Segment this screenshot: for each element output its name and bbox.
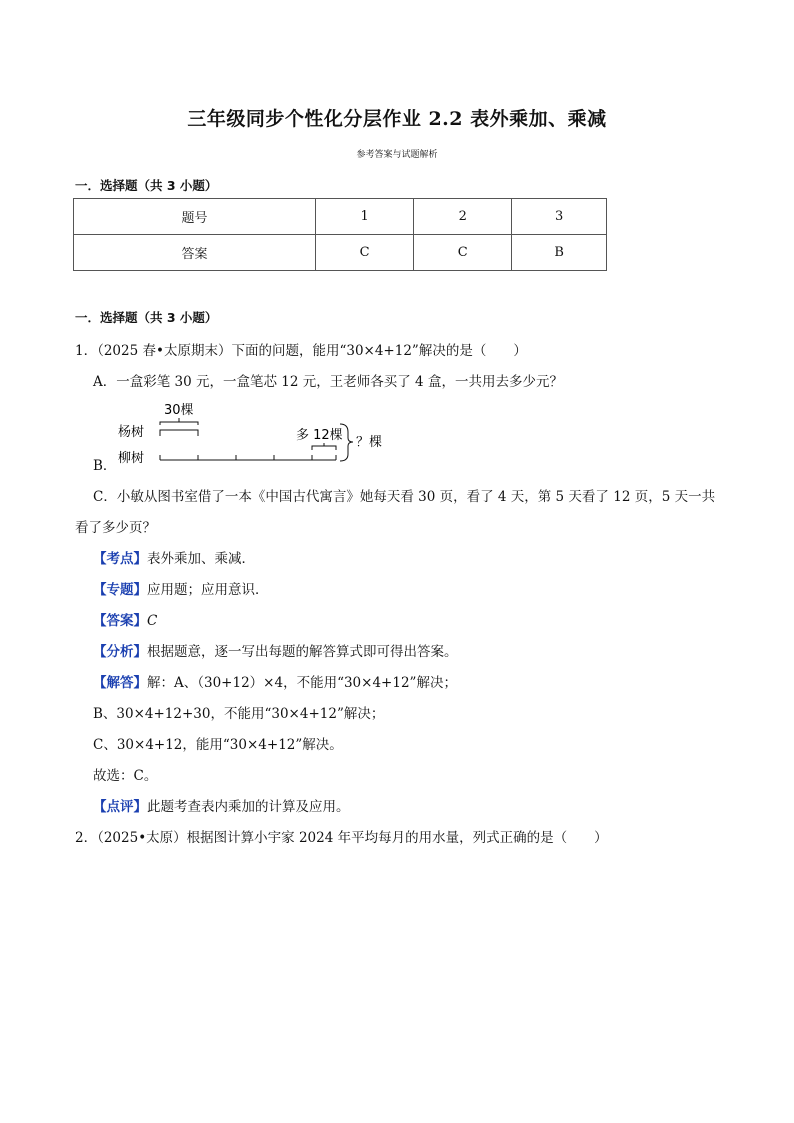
- table-row: [74, 235, 607, 271]
- option-b-label: B．: [93, 458, 117, 474]
- label-liu: 柳树: [118, 451, 145, 466]
- table-cell: 2: [414, 199, 512, 235]
- daan-text: C: [147, 613, 158, 629]
- table-cell: C: [414, 235, 512, 271]
- table-row: [74, 199, 607, 235]
- daan-line: [93, 609, 157, 629]
- label-more-12: 多 12棵: [296, 428, 343, 443]
- kaodian-line: [93, 547, 255, 567]
- option-c-line-1: C．小敏从图书室借了一本《中国古代寓言》她每天看 30 页，看了 4 天，第 5 天看了 12 页，5 天一共: [93, 489, 716, 505]
- table-cell: C: [316, 235, 414, 271]
- dianping-tag: 【点评】: [93, 799, 147, 815]
- fenxi-text: 根据题意，逐一写出每题的解答算式即可得出答案。: [147, 644, 458, 660]
- table-cell: B: [512, 235, 607, 271]
- answer-table: [73, 198, 607, 271]
- fenxi-line: [93, 640, 458, 660]
- kaodian-tag: 【考点】: [93, 551, 147, 567]
- yang-bar: [160, 430, 198, 436]
- zhuanti-line: [93, 578, 269, 598]
- page-title: 三年级同步个性化分层作业 2.2 表外乘加、乘减: [187, 108, 607, 130]
- table-cell: 3: [512, 199, 607, 235]
- label-yang: 杨树: [118, 425, 145, 440]
- jieda-line: [93, 671, 457, 691]
- daan-tag: 【答案】: [93, 613, 147, 629]
- label-30: 30棵: [164, 403, 194, 418]
- solution-line-b: B、30×4+12+30，不能用“30×4+12”解决；: [93, 706, 385, 722]
- jieda-tag: 【解答】: [93, 675, 147, 691]
- table-header-cell: 答案: [74, 235, 316, 271]
- conclusion-line: 故选：C。: [93, 768, 158, 784]
- brace-12: [312, 443, 336, 450]
- question-2-stem: 2．（2025•太原）根据图计算小宇家 2024 年平均每月的用水量，列式正确的是（ ）: [75, 830, 608, 846]
- section-heading: 一．选择题（共 3 小题）: [75, 178, 218, 193]
- table-header-cell: 题号: [74, 199, 316, 235]
- zhuanti-text: 应用题；应用意识．: [147, 582, 269, 598]
- brace-30: [160, 418, 198, 425]
- dianping-line: [93, 795, 350, 815]
- tree-diagram: [88, 398, 418, 470]
- zhuanti-tag: 【专题】: [93, 582, 147, 598]
- option-c-line-2: 看了多少页？: [75, 520, 156, 536]
- table-cell: 1: [316, 199, 414, 235]
- jieda-text: 解：A、（30+12）×4，不能用“30×4+12”解决；: [147, 675, 457, 691]
- kaodian-text: 表外乘加、乘减．: [147, 551, 255, 567]
- section-heading: 一．选择题（共 3 小题）: [75, 310, 218, 325]
- option-a: A．一盒彩笔 30 元，一盒笔芯 12 元，王老师各买了 4 盒，一共用去多少元？: [93, 374, 563, 390]
- dianping-text: 此题考查表内乘加的计算及应用。: [147, 799, 350, 815]
- page-subtitle: 参考答案与试题解析: [356, 150, 438, 160]
- fenxi-tag: 【分析】: [93, 644, 147, 660]
- solution-line-c: C、30×4+12，能用“30×4+12”解决。: [93, 737, 343, 753]
- question-1-stem: 1．（2025 春•太原期末）下面的问题，能用“30×4+12”解决的是（ ）: [75, 343, 527, 359]
- label-total: ？棵: [356, 435, 383, 450]
